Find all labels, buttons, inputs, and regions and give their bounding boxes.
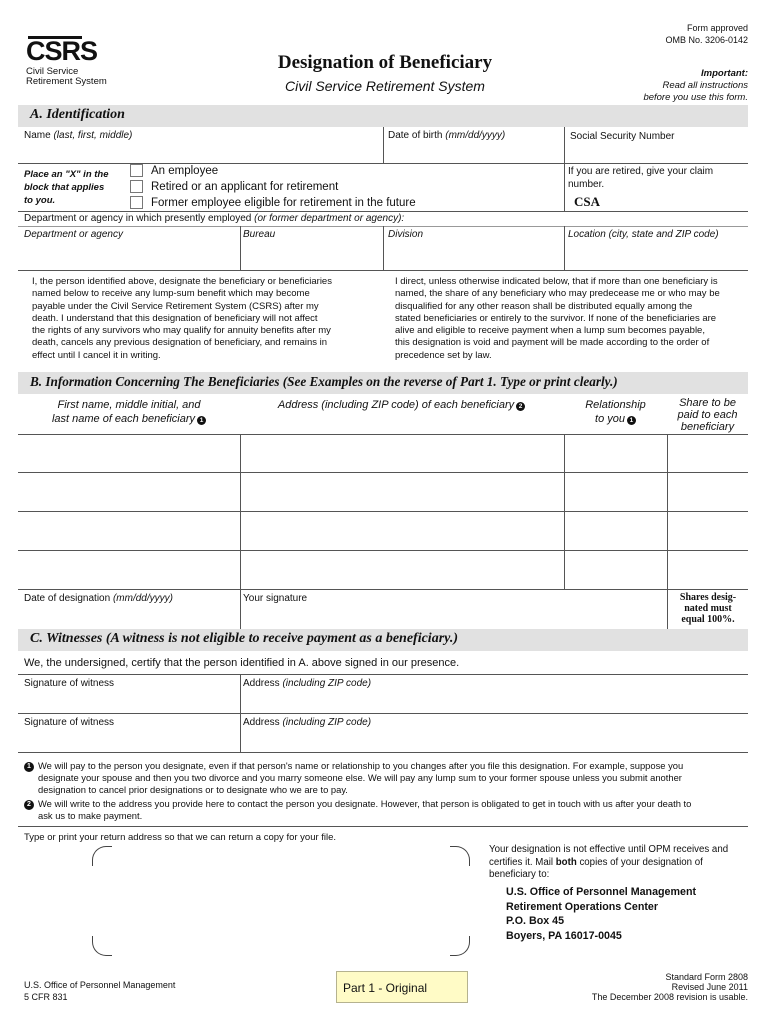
certify-statement: We, the undersigned, certify that the person identified in A. above signed in our presence.: [24, 657, 460, 669]
divider: [18, 826, 748, 827]
section-b-title: B. Information Concerning The Beneficiaries (See Examples on the reverse of Part 1. Type or print clearly.): [30, 374, 618, 389]
divider: [18, 434, 748, 435]
note-line: ask us to make payment.: [38, 809, 143, 821]
divider: [18, 752, 748, 753]
opm-mailing-address: [506, 885, 756, 943]
name-hint: (last, first, middle): [53, 130, 133, 141]
statement-line: stated beneficiaries or entirely to the survivor. If none of the beneficiaries are: [395, 312, 717, 324]
divider: [18, 270, 748, 271]
witness-2-address-label: [243, 717, 371, 729]
effective-note: [489, 844, 749, 882]
location-field[interactable]: [568, 244, 746, 268]
dob-label: [388, 130, 505, 142]
address-line: P.O. Box 45: [506, 915, 565, 928]
col-share-2: paid to each: [677, 409, 738, 421]
dept-hint: (or former department or agency):: [254, 213, 405, 224]
effective-text: certifies it. Mail: [489, 856, 554, 868]
divider: [18, 472, 748, 473]
ssn-label: Social Security Number: [570, 131, 675, 142]
footer-revised: Revised June 2011: [671, 982, 748, 992]
divider: [18, 211, 748, 212]
org-line2: Retirement System: [26, 76, 107, 87]
ssn-field[interactable]: [568, 144, 746, 162]
division-field[interactable]: [386, 244, 562, 268]
date-designation-label: [24, 593, 173, 605]
col3-text: to you: [595, 413, 625, 425]
witness-2-signature-field[interactable]: [20, 731, 238, 751]
name-field[interactable]: [20, 144, 380, 162]
divider: [564, 226, 565, 270]
statement-line: named, the share of any beneficiary who may predecease me or who may be: [395, 288, 720, 300]
effective-text: copies of your designation of: [579, 856, 703, 868]
statement-line: disqualified for any other reason shall be distributed equally among the: [395, 300, 693, 312]
note-line: designation to cancel prior designations or to designate who we are to pay.: [38, 783, 348, 795]
corner-bracket-icon: [92, 846, 112, 866]
witness-1-address-field[interactable]: [243, 692, 746, 712]
address-line: U.S. Office of Personnel Management: [506, 886, 697, 898]
col-relationship-2: [564, 413, 667, 426]
footer-revision-note: The December 2008 revision is usable.: [591, 992, 748, 1002]
name-label-text: Name: [24, 130, 51, 141]
corner-bracket-icon: [92, 936, 112, 956]
place-x-line1: Place an "X" in the: [24, 169, 109, 180]
option-retired: Retired or an applicant for retirement: [151, 181, 339, 193]
statement-line: precedence set by law.: [395, 349, 492, 361]
col-address: [240, 399, 563, 412]
witness-1-address-label: [243, 678, 371, 690]
section-c-header: [18, 629, 748, 651]
address-text: Address: [243, 717, 280, 728]
form-approved: Form approved: [686, 23, 748, 33]
witness-2-address-field[interactable]: [243, 731, 746, 751]
shares-note-3: equal 100%.: [681, 614, 735, 625]
col-share-3: beneficiary: [680, 421, 735, 433]
statement-line: I direct, unless otherwise indicated below, that if more than one beneficiary is: [395, 276, 718, 287]
address-line: Boyers, PA 16017-0045: [506, 929, 622, 942]
divider: [383, 226, 384, 270]
col-relationship-1: Relationship: [585, 399, 646, 411]
date-designation-field[interactable]: [20, 606, 238, 628]
date-hint: (mm/dd/yyyy): [112, 593, 173, 604]
effective-line: Your designation is not effective until OPM receives and: [489, 844, 729, 855]
witness-2-label: Signature of witness: [24, 717, 115, 728]
section-c-title: C. Witnesses (A witness is not eligible to receive payment as a beneficiary.): [30, 631, 459, 646]
beneficiary-row[interactable]: [20, 552, 664, 588]
divider: [18, 713, 748, 714]
page-subtitle: Civil Service Retirement System: [285, 78, 485, 94]
department-field[interactable]: [20, 244, 238, 268]
col2-text: Address (including ZIP code) of each beneficiary: [277, 399, 515, 411]
col-beneficiary-name-1: First name, middle initial, and: [57, 399, 201, 411]
divider: [240, 674, 241, 752]
date-label-text: Date of designation: [24, 593, 111, 604]
option-employee: An employee: [151, 165, 219, 177]
address-line: Retirement Operations Center: [506, 900, 659, 913]
dob-hint: (mm/dd/yyyy): [445, 130, 506, 141]
dob-field[interactable]: [386, 144, 562, 162]
corner-bracket-icon: [450, 846, 470, 866]
checkbox-former-employee[interactable]: [130, 196, 143, 209]
claim-number-field[interactable]: [606, 194, 746, 210]
claim-line1: If you are retired, give your claim: [568, 166, 714, 177]
col-department: Department or agency: [24, 229, 123, 240]
statement-line: death. I understand that this designation of beneficiary will not affect: [32, 312, 318, 324]
bureau-field[interactable]: [243, 244, 381, 268]
divider: [18, 589, 748, 590]
bullet-1-icon: 1: [197, 416, 206, 425]
important-label: Important:: [701, 68, 748, 79]
csa-prefix: CSA: [574, 194, 601, 209]
omb-number: OMB No. 3206-0142: [665, 35, 748, 45]
dob-label-text: Date of birth: [388, 130, 443, 141]
note-line: We will write to the address you provide here to contact the person you designate. However, that person is obligated to get in touch with us after your death to: [38, 798, 692, 809]
designation-statement: [32, 276, 372, 362]
note-line: designate your spouse and then you two divorce and you marry someone else. We will pay any lump sum to your former spouse unless you submit another: [38, 771, 682, 783]
return-address-label: Type or print your return address so that we can return a copy for your file.: [24, 832, 337, 843]
note-1: [38, 760, 758, 795]
bullet-2-icon: 2: [516, 402, 525, 411]
corner-bracket-icon: [450, 936, 470, 956]
option-former-employee: Former employee eligible for retirement in the future: [151, 197, 416, 209]
col-division: Division: [388, 229, 424, 240]
witness-1-label: Signature of witness: [24, 678, 115, 689]
col-bureau: Bureau: [243, 229, 276, 240]
section-b-header: [18, 372, 748, 394]
divider: [18, 674, 748, 675]
csrs-logo: [26, 36, 98, 66]
statement-line: this designation is void and payment will be made according to the order of: [395, 337, 710, 349]
statement-line: the rights of any survivors who may qualify for annuity benefits after my: [32, 325, 331, 337]
effective-line: beneficiary to:: [489, 869, 550, 881]
place-x-line3: to you.: [24, 195, 56, 206]
note-1-bullet-icon: 1: [24, 762, 34, 772]
divider: [383, 127, 384, 163]
your-signature-field[interactable]: [243, 606, 663, 628]
col1-text: last name of each beneficiary: [51, 413, 196, 425]
witness-1-signature-field[interactable]: [20, 692, 238, 712]
divider: [18, 550, 748, 551]
checkbox-retired[interactable]: [130, 180, 143, 193]
part-label-box: [336, 971, 468, 1003]
footer-form-number: Standard Form 2808: [665, 972, 748, 982]
divider: [18, 163, 748, 164]
col-share-1: Share to be: [679, 397, 736, 409]
important-line2: before you use this form.: [643, 92, 748, 103]
name-label: [24, 130, 132, 142]
page-title: Designation of Beneficiary: [277, 52, 493, 73]
part-label: Part 1 - Original: [343, 981, 428, 995]
note-2-bullet-icon: 2: [24, 800, 34, 810]
section-a-header: [18, 105, 748, 127]
shares-note-2: nated must: [684, 603, 732, 614]
statement-line: alive and eligible to receive payment when a lump sum becomes payable,: [395, 325, 705, 337]
note-line: We will pay to the person you designate, even if that person's name or relationship to you changes after you file this designation. For example, suppose you: [38, 760, 684, 771]
org-line1: Civil Service: [26, 66, 79, 77]
footer-agency: U.S. Office of Personnel Management: [24, 980, 176, 990]
footer-cfr: 5 CFR 831: [24, 992, 68, 1002]
statement-line: payable under the Civil Service Retirement System (CSRS) after my: [32, 300, 319, 312]
return-address-field[interactable]: [92, 846, 470, 956]
your-signature-label: Your signature: [243, 593, 308, 604]
address-text: Address: [243, 678, 280, 689]
distribution-statement: [395, 276, 745, 362]
beneficiary-row[interactable]: [20, 513, 664, 549]
section-a-title: A. Identification: [30, 107, 125, 122]
dept-label-text: Department or agency in which presently employed: [24, 213, 252, 224]
divider: [564, 163, 565, 211]
divider: [240, 589, 241, 629]
note-2: [38, 798, 758, 822]
effective-line: [489, 857, 749, 870]
important-line1: Read all instructions: [662, 80, 748, 91]
checkbox-employee[interactable]: [130, 164, 143, 177]
statement-line: I, the person identified above, designate the beneficiary or beneficiaries: [32, 276, 332, 287]
beneficiary-row[interactable]: [20, 474, 664, 510]
beneficiary-row[interactable]: [20, 436, 664, 471]
statement-line: named below to receive any lump-sum benefit which may become: [32, 288, 310, 300]
place-x-line2: block that applies: [24, 182, 105, 193]
effective-bold: both: [555, 856, 577, 868]
divider: [564, 127, 565, 163]
address-hint: (including ZIP code): [282, 717, 372, 728]
statement-line: effect until I cancel it in writing.: [32, 349, 161, 361]
logo-text: CSRS: [26, 36, 98, 66]
statement-line: death, cancels any previous designation of beneficiary, and remains in: [32, 337, 328, 349]
bullet-1-icon: 1: [627, 416, 636, 425]
dept-label: [24, 213, 404, 225]
col-beneficiary-name-2: [18, 413, 240, 426]
claim-line2: number.: [568, 179, 605, 190]
shares-note-1: Shares desig-: [679, 592, 737, 603]
address-hint: (including ZIP code): [282, 678, 372, 689]
divider: [18, 511, 748, 512]
col-location: Location (city, state and ZIP code): [568, 229, 719, 240]
divider: [240, 226, 241, 270]
